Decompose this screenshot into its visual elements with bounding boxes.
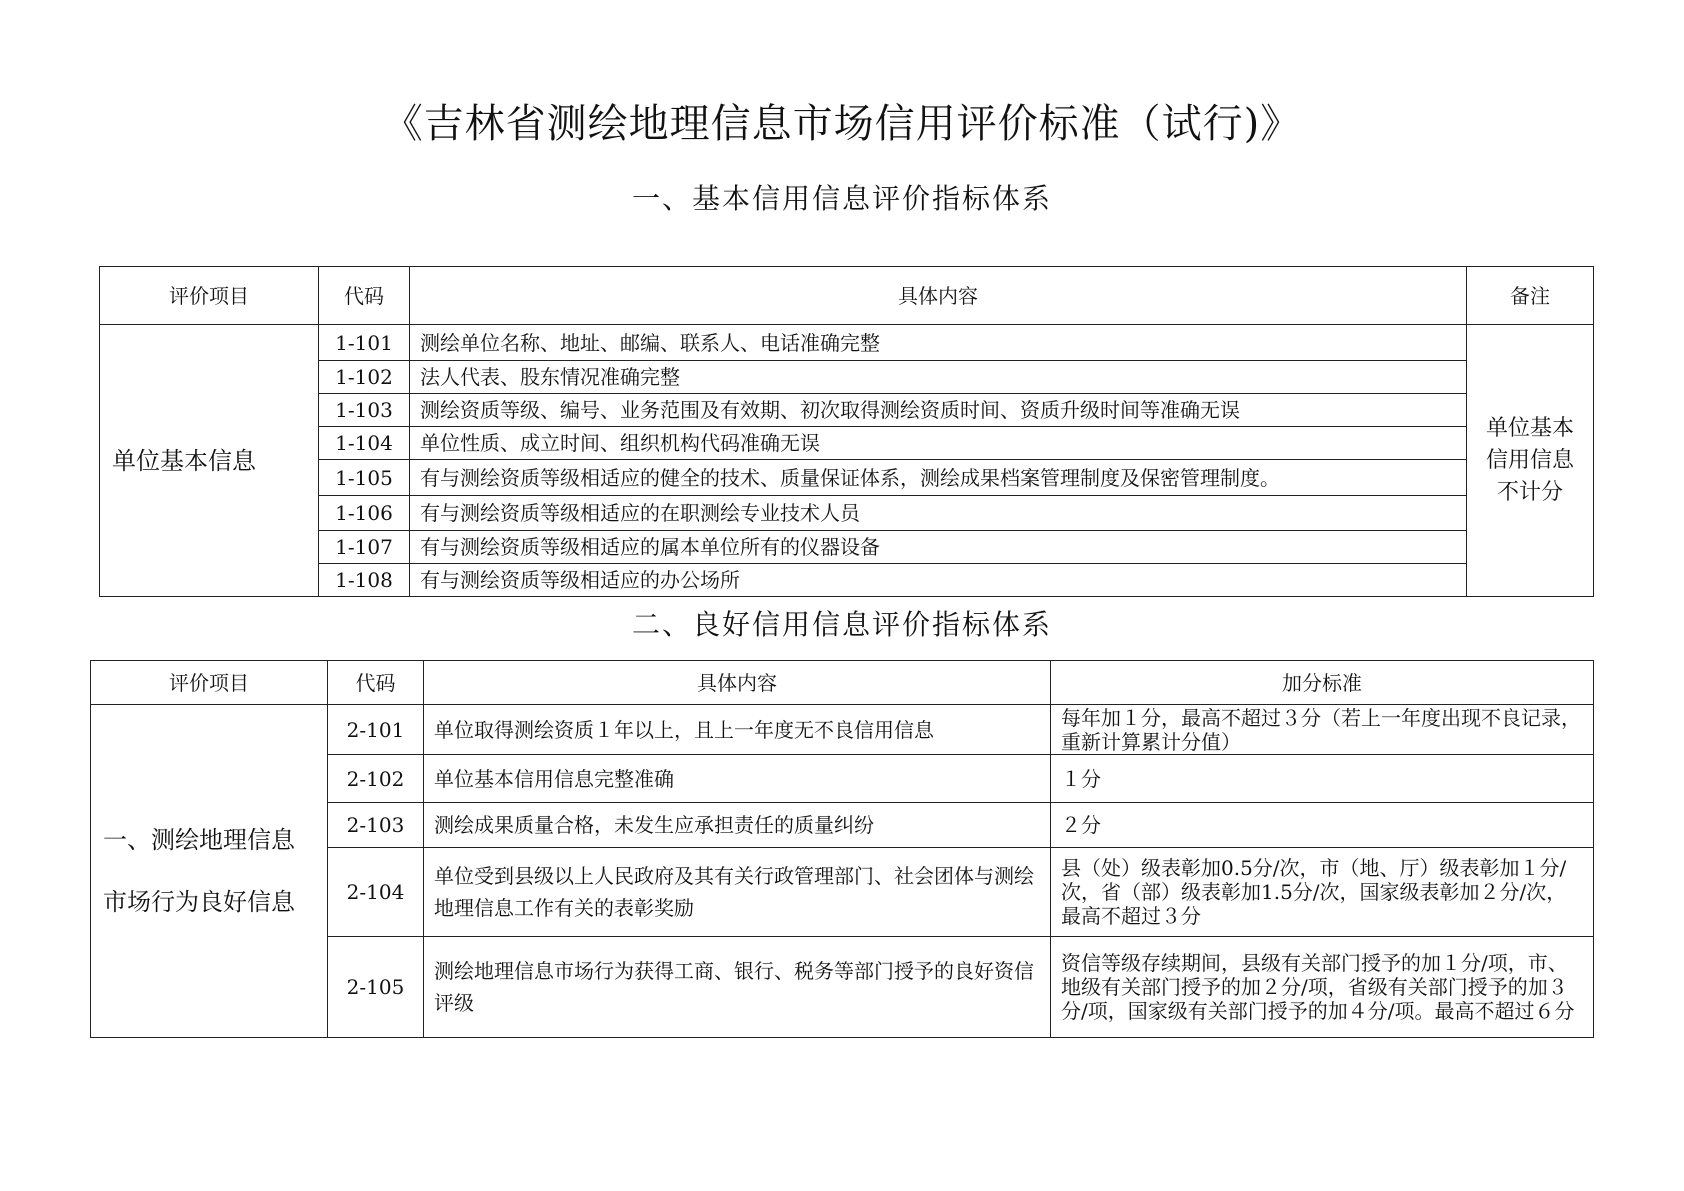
header-remark: 备注 [1467, 267, 1594, 325]
row-code: 1-103 [319, 394, 410, 427]
row-content: 法人代表、股东情况准确完整 [410, 361, 1467, 394]
section1-heading: 一、基本信用信息评价指标体系 [631, 182, 1052, 215]
table-row [100, 460, 1594, 496]
item-label: 一、测绘地理信息市场行为良好信息 [91, 705, 328, 1038]
row-score: 资信等级存续期间，县级有关部门授予的加１分/项，市、地级有关部门授予的加２分/项，省级有关部门授予的加３分/项，国家级有关部门授予的加４分/项。最高不超过６分 [1051, 937, 1594, 1038]
row-content: 单位性质、成立时间、组织机构代码准确无误 [410, 427, 1467, 460]
table-row [100, 325, 1594, 361]
row-code: 1-106 [319, 496, 410, 531]
row-code: 1-108 [319, 564, 410, 597]
row-code: 1-101 [319, 325, 410, 361]
table-row [91, 705, 1594, 755]
row-content: 有与测绘资质等级相适应的办公场所 [410, 564, 1467, 597]
row-content: 测绘资质等级、编号、业务范围及有效期、初次取得测绘资质时间、资质升级时间等准确无误 [410, 394, 1467, 427]
row-content: 有与测绘资质等级相适应的健全的技术、质量保证体系，测绘成果档案管理制度及保密管理制度。 [410, 460, 1467, 496]
item-label: 单位基本信息 [100, 325, 319, 597]
row-content: 测绘地理信息市场行为获得工商、银行、税务等部门授予的良好资信评级 [424, 937, 1051, 1038]
table-row [100, 427, 1594, 460]
table-row [100, 564, 1594, 597]
row-content: 测绘单位名称、地址、邮编、联系人、电话准确完整 [410, 325, 1467, 361]
basic-credit-table [99, 266, 1594, 597]
table-row [100, 496, 1594, 531]
header-item: 评价项目 [91, 661, 328, 705]
header-content: 具体内容 [410, 267, 1467, 325]
row-code: 2-104 [328, 848, 424, 937]
table-row [100, 361, 1594, 394]
table-row [100, 394, 1594, 427]
row-code: 1-105 [319, 460, 410, 496]
good-credit-table [90, 660, 1594, 1038]
row-score: 县（处）级表彰加0.5分/次，市（地、厅）级表彰加１分/次，省（部）级表彰加1.5分/次，国家级表彰加２分/次，最高不超过３分 [1051, 848, 1594, 937]
row-code: 1-107 [319, 531, 410, 564]
row-content: 单位基本信用信息完整准确 [424, 755, 1051, 803]
row-score: 每年加１分，最高不超过３分（若上一年度出现不良记录，重新计算累计分值） [1051, 705, 1594, 755]
row-code: 1-102 [319, 361, 410, 394]
row-content: 有与测绘资质等级相适应的属本单位所有的仪器设备 [410, 531, 1467, 564]
header-score: 加分标准 [1051, 661, 1594, 705]
row-score: １分 [1051, 755, 1594, 803]
page-title: 《吉林省测绘地理信息市场信用评价标准（试行)》 [382, 101, 1302, 147]
section2-heading: 二、良好信用信息评价指标体系 [631, 608, 1052, 641]
table-row [100, 531, 1594, 564]
row-content: 有与测绘资质等级相适应的在职测绘专业技术人员 [410, 496, 1467, 531]
header-code: 代码 [328, 661, 424, 705]
row-content: 测绘成果质量合格，未发生应承担责任的质量纠纷 [424, 803, 1051, 848]
row-code: 2-103 [328, 803, 424, 848]
row-content: 单位取得测绘资质１年以上，且上一年度无不良信用信息 [424, 705, 1051, 755]
header-code: 代码 [319, 267, 410, 325]
header-item: 评价项目 [100, 267, 319, 325]
row-code: 1-104 [319, 427, 410, 460]
row-content: 单位受到县级以上人民政府及其有关行政管理部门、社会团体与测绘地理信息工作有关的表彰奖励 [424, 848, 1051, 937]
remark-cell: 单位基本信用信息不计分 [1467, 325, 1594, 597]
row-code: 2-105 [328, 937, 424, 1038]
row-code: 2-102 [328, 755, 424, 803]
row-code: 2-101 [328, 705, 424, 755]
header-content: 具体内容 [424, 661, 1051, 705]
row-score: ２分 [1051, 803, 1594, 848]
